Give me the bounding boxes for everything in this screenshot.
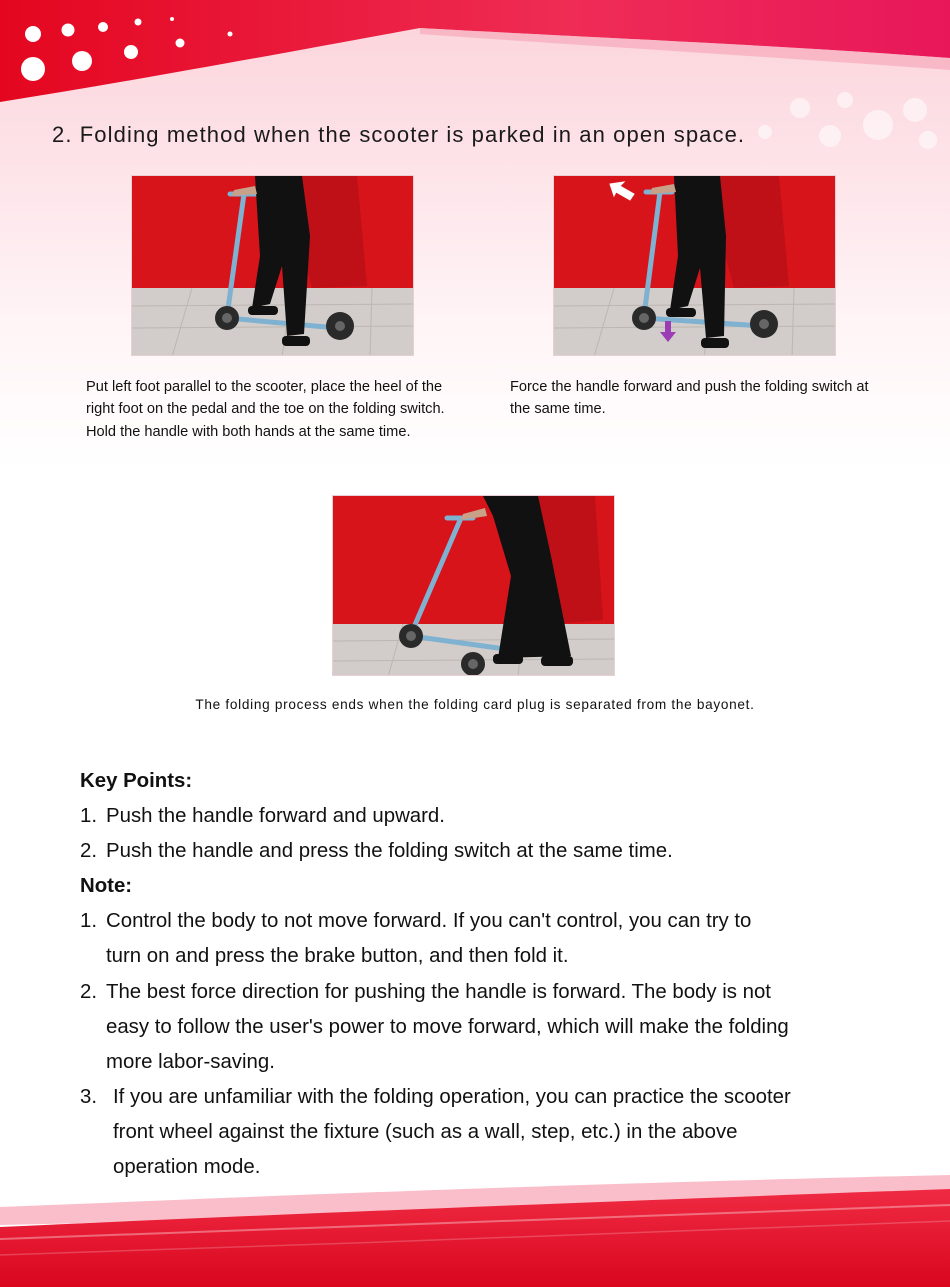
- key-points-section: [80, 764, 880, 1185]
- step-caption-2: Force the handle forward and push the folding switch at the same time.: [510, 379, 869, 418]
- key-point-item: 1. Push the handle forward and upward.: [80, 805, 445, 828]
- note-title: Note:: [80, 875, 133, 898]
- note-item-continuation: more labor-saving.: [106, 1050, 275, 1073]
- page-heading: 2. Folding method when the scooter is parked in an open space.: [52, 122, 746, 147]
- note-item-continuation: operation mode.: [113, 1156, 261, 1179]
- step-caption-1: Put left foot parallel to the scooter, place the heel of the right foot on the pedal and the toe on the folding switch. Hold the handle with both hands at the same time.: [86, 379, 445, 440]
- step-photo-2: [553, 175, 836, 356]
- note-item-continuation: easy to follow the user's power to move forward, which will make the folding: [106, 1015, 789, 1038]
- note-item: 2. The best force direction for pushing the handle is forward. The body is not: [80, 980, 771, 1003]
- step-caption-3: The folding process ends when the folding card plug is separated from the bayonet.: [195, 697, 755, 712]
- note-item-continuation: front wheel against the fixture (such as a wall, step, etc.) in the above: [113, 1120, 738, 1143]
- step-photo-3: [332, 495, 615, 676]
- note-item: 1. Control the body to not move forward. If you can't control, you can try to: [80, 910, 752, 933]
- note-item: 3. If you are unfamiliar with the folding operation, you can practice the scooter: [80, 1085, 791, 1108]
- footer-decoration: [0, 1167, 950, 1287]
- key-points-title: Key Points:: [80, 770, 193, 792]
- note-item-continuation: turn on and press the brake button, and then fold it.: [106, 945, 569, 968]
- step-photo-1: [131, 175, 414, 356]
- key-point-item: 2. Push the handle and press the folding switch at the same time.: [80, 840, 673, 863]
